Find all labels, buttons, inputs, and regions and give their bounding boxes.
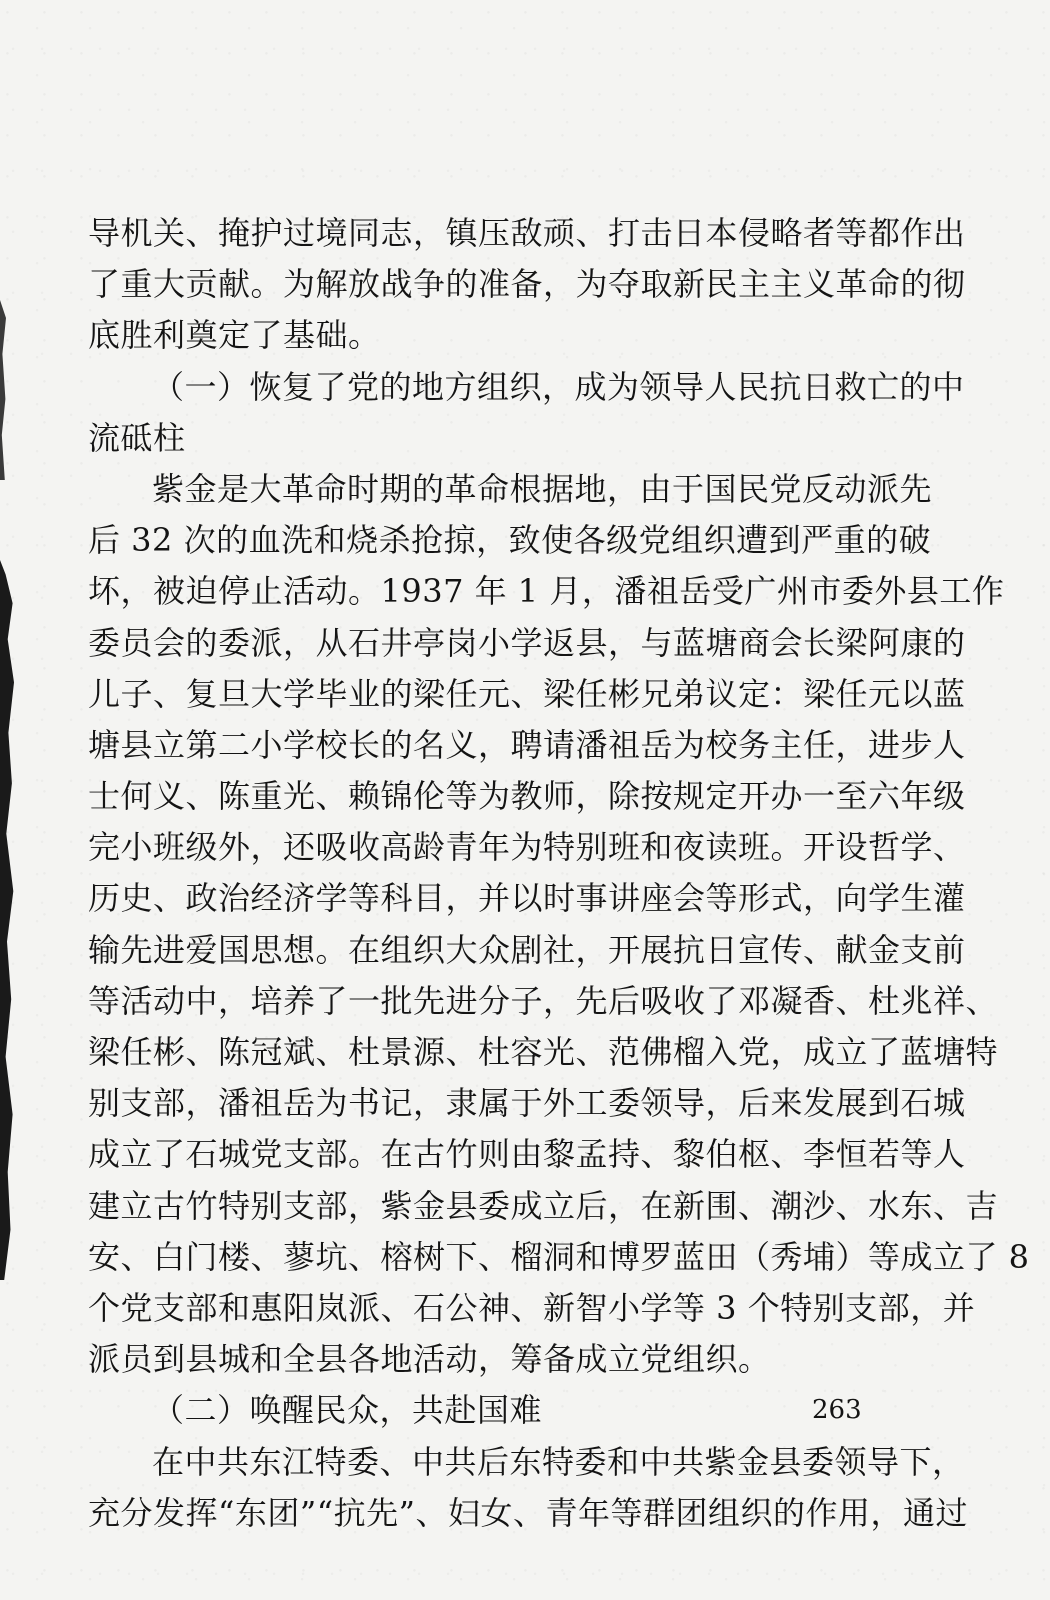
text-line: 底胜利奠定了基础。 <box>88 316 381 355</box>
torn-page-edge <box>0 560 14 1280</box>
text-line: 建立古竹特别支部，紫金县委成立后，在新围、潮沙、水东、吉 <box>88 1186 999 1225</box>
text-line: 输先进爱国思想。在组织大众剧社，开展抗日宣传、献金支前 <box>88 930 966 969</box>
text-line: 安、白门楼、蓼坑、榕树下、榴洞和博罗蓝田（秀埔）等成立了 8 <box>88 1237 1030 1276</box>
text-line: 塘县立第二小学校长的名义，聘请潘祖岳为校务主任，进步人 <box>88 725 966 764</box>
text-line: 儿子、复旦大学毕业的梁任元、梁任彬兄弟议定：梁任元以蓝 <box>88 674 966 713</box>
text-line: 紫金是大革命时期的革命根据地，由于国民党反动派先 <box>152 469 933 508</box>
page-number: 263 <box>812 1395 862 1425</box>
text-line: 个党支部和惠阳岚派、石公神、新智小学等 3 个特别支部，并 <box>88 1288 976 1327</box>
text-line: 在中共东江特委、中共后东特委和中共紫金县委领导下， <box>152 1442 965 1481</box>
text-line: 坏，被迫停止活动。1937 年 1 月，潘祖岳受广州市委外县工作 <box>88 572 1005 611</box>
text-line: 别支部，潘祖岳为书记，隶属于外工委领导，后来发展到石城 <box>88 1084 966 1123</box>
text-line: 委员会的委派，从石井亭岗小学返县，与蓝塘商会长梁阿康的 <box>88 623 966 662</box>
text-line: 历史、政治经济学等科目，并以时事讲座会等形式，向学生灌 <box>88 879 966 918</box>
text-line: 充分发挥“东团”“抗先”、妇女、青年等群团组织的作用，通过 <box>88 1493 968 1532</box>
body-text <box>88 208 1030 1539</box>
text-line: 导机关、掩护过境同志，镇压敌顽、打击日本侵略者等都作出 <box>88 214 966 252</box>
text-line: 了重大贡献。为解放战争的准备，为夺取新民主主义革命的彻 <box>88 265 966 304</box>
text-line: 完小班级外，还吸收高龄青年为特别班和夜读班。开设哲学、 <box>88 828 966 867</box>
section-heading-continued: 流砥柱 <box>88 418 186 457</box>
text-line: 等活动中，培养了一批先进分子，先后吸收了邓凝香、杜兆祥、 <box>88 981 999 1020</box>
section-heading: （二）唤醒民众，共赴国难 <box>152 1391 543 1430</box>
text-line: 士何义、陈重光、赖锦伦等为教师，除按规定开办一至六年级 <box>88 777 966 816</box>
text-line: 派员到县城和全县各地活动，筹备成立党组织。 <box>88 1340 771 1379</box>
text-line: 后 32 次的血洗和烧杀抢掠，致使各级党组织遭到严重的破 <box>88 521 932 560</box>
text-line: 梁任彬、陈冠斌、杜景源、杜容光、范佛榴入党，成立了蓝塘特 <box>88 1033 999 1071</box>
text-line: 成立了石城党支部。在古竹则由黎孟持、黎伯枢、李恒若等人 <box>88 1135 966 1174</box>
page-edge-shadow <box>0 300 6 480</box>
section-heading: （一）恢复了党的地方组织，成为领导人民抗日救亡的中 <box>152 367 965 406</box>
